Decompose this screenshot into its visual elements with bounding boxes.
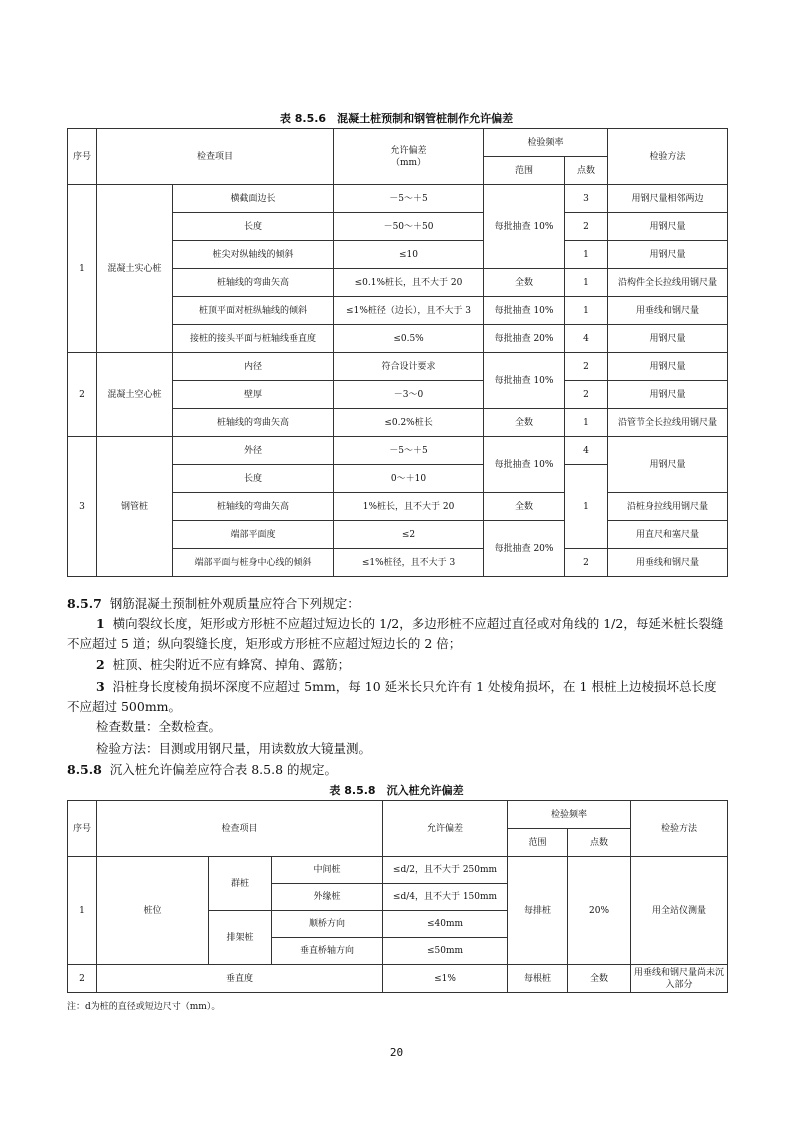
range-cell: 每批抽查 20% — [484, 325, 565, 353]
method-cell: 沿管节全长拉线用钢尺量 — [608, 409, 728, 437]
item-cell: 端部平面度 — [173, 521, 334, 549]
points-cell: 4 — [565, 325, 608, 353]
section-text: 沉入桩允许偏差应符合表 8.5.8 的规定。 — [109, 762, 338, 777]
item-cell: 桩顶平面对桩纵轴线的倾斜 — [173, 297, 334, 325]
method-cell: 用直尺和塞尺量 — [608, 521, 728, 549]
inspect-method: 检验方法：目测或用钢尺量，用读数放大镜量测。 — [96, 741, 372, 756]
subgroup-cell: 排架桩 — [209, 911, 272, 965]
points-cell: 4 — [565, 437, 608, 465]
seq-cell: 3 — [68, 437, 97, 577]
subitem-cell: 中间桩 — [272, 857, 383, 884]
range-cell: 全数 — [484, 409, 565, 437]
range-cell: 每批抽查 10% — [484, 185, 565, 269]
item-cell: 外径 — [173, 437, 334, 465]
table-row — [68, 965, 728, 993]
clause-number: 3 — [96, 679, 105, 694]
tolerance-cell: 1%桩长，且不大于 20 — [334, 493, 484, 521]
table-8-5-6 — [67, 128, 728, 577]
item-cell: 接桩的接头平面与桩轴线垂直度 — [173, 325, 334, 353]
method-cell: 用钢尺量 — [608, 325, 728, 353]
points-cell: 1 — [565, 465, 608, 549]
points-cell: 1 — [565, 241, 608, 269]
points-cell: 全数 — [568, 965, 631, 993]
range-cell: 全数 — [484, 493, 565, 521]
item-cell: 垂直度 — [97, 965, 383, 993]
range-cell: 每批抽查 10% — [484, 297, 565, 325]
tolerance-cell: ≤1% — [383, 965, 508, 993]
header-frequency: 检验频率 — [484, 129, 608, 157]
table-row — [68, 437, 728, 465]
section-text: 钢筋混凝土预制桩外观质量应符合下列规定： — [109, 596, 360, 611]
points-cell: 1 — [565, 269, 608, 297]
method-cell: 用全站仪测量 — [631, 857, 728, 965]
tolerance-cell: ≤50mm — [383, 938, 508, 965]
clause-3 — [67, 677, 727, 717]
inspect-quantity: 检查数量：全数检查。 — [96, 719, 222, 734]
group-name: 混凝土空心桩 — [97, 353, 173, 437]
tolerance-cell: ≤d/4，且不大于 150mm — [383, 884, 508, 911]
section-8-5-8-heading — [67, 760, 727, 780]
tolerance-cell: ≤10 — [334, 241, 484, 269]
group-name: 钢管桩 — [97, 437, 173, 577]
method-cell: 沿桩身拉线用钢尺量 — [608, 493, 728, 521]
table-8-5-6-caption: 表 8.5.6 混凝土桩预制和钢管桩制作允许偏差 — [279, 112, 514, 125]
item-cell: 桩轴线的弯曲矢高 — [173, 269, 334, 297]
tolerance-cell: ≤0.2%桩长 — [334, 409, 484, 437]
points-cell: 2 — [565, 549, 608, 577]
section-number: 8.5.8 — [67, 762, 102, 777]
method-cell: 用垂线和钢尺量尚未沉入部分 — [631, 965, 728, 993]
clause-text: 桩顶、桩尖附近不应有蜂窝、掉角、露筋； — [112, 657, 351, 672]
item-cell: 桩轴线的弯曲矢高 — [173, 493, 334, 521]
header-frequency: 检验频率 — [508, 801, 631, 829]
header-tolerance: 允许偏差 （mm） — [334, 129, 484, 185]
seq-cell: 2 — [68, 353, 97, 437]
tolerance-cell: ≤1%桩径（边长），且不大于 3 — [334, 297, 484, 325]
table-row — [68, 353, 728, 381]
method-cell: 用垂线和钢尺量 — [608, 297, 728, 325]
header-item: 检查项目 — [97, 801, 383, 857]
tolerance-cell: ≤40mm — [383, 911, 508, 938]
header-method: 检验方法 — [608, 129, 728, 185]
section-number: 8.5.7 — [67, 596, 102, 611]
method-cell: 用钢尺量 — [608, 241, 728, 269]
clause-text: 沿桩身长度棱角损坏深度不应超过 5mm，每 10 延米长只允许有 1 处棱角损坏，在 1 根桩上边棱损坏总长度不应超过 500mm。 — [67, 679, 717, 714]
item-cell: 端部平面与桩身中心线的倾斜 — [173, 549, 334, 577]
table-row — [68, 857, 728, 884]
seq-cell: 1 — [68, 185, 97, 353]
method-cell: 用钢尺量相邻两边 — [608, 185, 728, 213]
range-cell: 每批抽查 20% — [484, 521, 565, 577]
item-cell: 长度 — [173, 465, 334, 493]
points-cell: 2 — [565, 213, 608, 241]
item-cell: 桩轴线的弯曲矢高 — [173, 409, 334, 437]
table-note: 注：d为桩的直径或短边尺寸（mm）。 — [67, 1002, 221, 1012]
points-cell: 20% — [568, 857, 631, 965]
method-cell: 用钢尺量 — [608, 353, 728, 381]
clause-1 — [67, 614, 727, 654]
tolerance-cell: ≤d/2，且不大于 250mm — [383, 857, 508, 884]
tolerance-cell: 符合设计要求 — [334, 353, 484, 381]
tolerance-cell: －5～＋5 — [334, 437, 484, 465]
subitem-cell: 顺桥方向 — [272, 911, 383, 938]
item-cell: 桩尖对纵轴线的倾斜 — [173, 241, 334, 269]
method-cell: 用垂线和钢尺量 — [608, 549, 728, 577]
header-seq: 序号 — [68, 801, 97, 857]
item-cell: 长度 — [173, 213, 334, 241]
header-item: 检查项目 — [97, 129, 334, 185]
range-cell: 每根桩 — [508, 965, 568, 993]
method-cell: 用钢尺量 — [608, 381, 728, 409]
method-cell: 沿构件全长拉线用钢尺量 — [608, 269, 728, 297]
item-cell: 横截面边长 — [173, 185, 334, 213]
range-cell: 每排桩 — [508, 857, 568, 965]
tolerance-cell: －5～＋5 — [334, 185, 484, 213]
seq-cell: 1 — [68, 857, 97, 965]
tolerance-cell: －50～＋50 — [334, 213, 484, 241]
method-cell: 用钢尺量 — [608, 213, 728, 241]
header-points: 点数 — [568, 829, 631, 857]
points-cell: 2 — [565, 353, 608, 381]
range-cell: 全数 — [484, 269, 565, 297]
subitem-cell: 垂直桥轴方向 — [272, 938, 383, 965]
tolerance-cell: ≤1%桩径，且不大于 3 — [334, 549, 484, 577]
header-seq: 序号 — [68, 129, 97, 185]
range-cell: 每批抽查 10% — [484, 437, 565, 493]
table-8-5-8-caption: 表 8.5.8 沉入桩允许偏差 — [329, 784, 464, 797]
clause-text: 横向裂纹长度，矩形或方形桩不应超过短边长的 1/2，多边形桩不应超过直径或对角线的 1/2，每延米桩长裂缝不应超过 5 道；纵向裂缝长度，矩形或方形桩不应超过短边长的 2 倍； — [67, 616, 724, 651]
clause-number: 2 — [96, 657, 105, 672]
header-tolerance: 允许偏差 — [383, 801, 508, 857]
points-cell: 1 — [565, 409, 608, 437]
section-8-5-7-heading — [67, 594, 727, 614]
tolerance-cell: ≤0.5% — [334, 325, 484, 353]
range-cell: 每批抽查 10% — [484, 353, 565, 409]
item-cell: 壁厚 — [173, 381, 334, 409]
tolerance-cell: ≤2 — [334, 521, 484, 549]
header-range: 范围 — [484, 157, 565, 185]
subgroup-cell: 群桩 — [209, 857, 272, 911]
item-cell: 桩位 — [97, 857, 209, 965]
header-points: 点数 — [565, 157, 608, 185]
page-number: 20 — [389, 1046, 404, 1059]
clause-2 — [67, 655, 727, 675]
clause-number: 1 — [96, 616, 105, 631]
tolerance-cell: ≤0.1%桩长，且不大于 20 — [334, 269, 484, 297]
subitem-cell: 外缘桩 — [272, 884, 383, 911]
points-cell: 1 — [565, 297, 608, 325]
group-name: 混凝土实心桩 — [97, 185, 173, 353]
tolerance-cell: －3～0 — [334, 381, 484, 409]
points-cell: 2 — [565, 381, 608, 409]
item-cell: 内径 — [173, 353, 334, 381]
seq-cell: 2 — [68, 965, 97, 993]
points-cell: 3 — [565, 185, 608, 213]
table-8-5-8 — [67, 800, 728, 993]
tolerance-cell: 0～＋10 — [334, 465, 484, 493]
table-row — [68, 185, 728, 213]
header-method: 检验方法 — [631, 801, 728, 857]
method-cell: 用钢尺量 — [608, 437, 728, 493]
header-range: 范围 — [508, 829, 568, 857]
